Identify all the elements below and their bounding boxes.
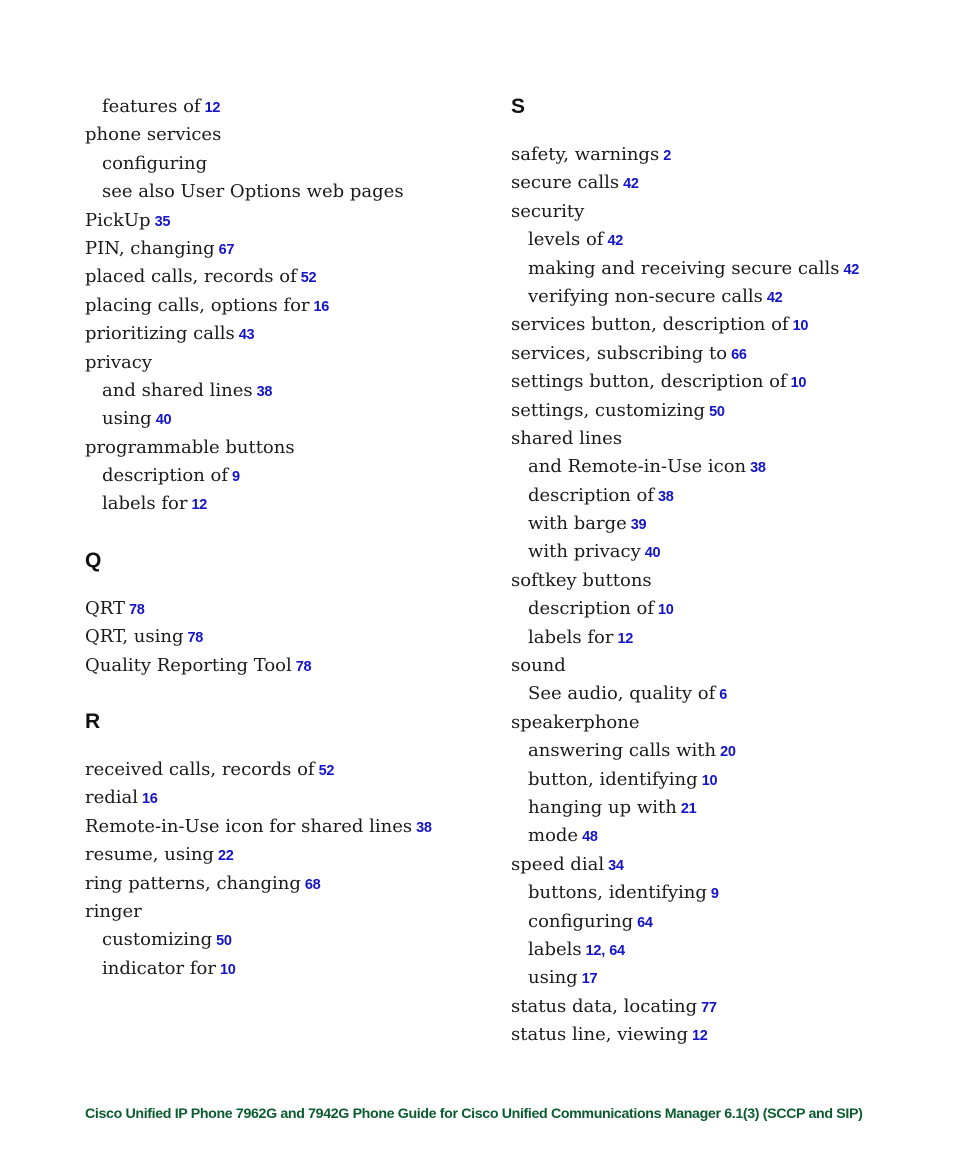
index-entry <box>85 870 505 898</box>
index-entry <box>85 784 505 812</box>
page-link[interactable]: 39 <box>630 517 647 534</box>
index-subentry <box>85 150 505 178</box>
index-entry <box>85 235 505 263</box>
page-link[interactable]: 78 <box>187 630 204 647</box>
page-link[interactable]: 64 <box>637 914 653 931</box>
page-link[interactable]: 78 <box>295 658 312 675</box>
index-entry <box>511 198 931 226</box>
index-term: secure calls <box>511 172 620 194</box>
index-subentry <box>85 178 505 206</box>
index-term: settings button, description of <box>511 371 787 393</box>
index-entry <box>85 756 505 784</box>
index-entry <box>511 652 931 680</box>
index-subentry <box>511 964 931 992</box>
index-term: making and receiving secure calls <box>528 257 840 279</box>
index-term: services button, description of <box>511 314 789 336</box>
page-link[interactable]: 50 <box>709 403 725 420</box>
index-term: received calls, records of <box>85 759 315 781</box>
page-link[interactable]: 12 <box>692 1028 708 1045</box>
index-term: placing calls, options for <box>85 294 310 316</box>
index-term: indicator for <box>102 957 216 979</box>
page-link[interactable]: 12 <box>617 630 634 647</box>
page-link[interactable]: 6 <box>719 687 727 704</box>
index-term: labels <box>528 938 582 960</box>
page-link[interactable]: 9 <box>232 469 240 486</box>
index-term: resume, using <box>85 844 214 866</box>
index-term: hanging up with <box>528 796 677 818</box>
index-subentry <box>511 595 931 623</box>
index-subentry <box>511 624 931 652</box>
page-link[interactable]: 42 <box>766 289 783 306</box>
page-link[interactable]: 38 <box>658 488 674 505</box>
index-term: with barge <box>528 513 627 535</box>
index-term: shared lines <box>511 427 623 449</box>
page-link[interactable]: 10 <box>658 602 674 619</box>
index-subentry <box>85 377 505 405</box>
page-link[interactable]: 12 <box>204 100 221 116</box>
page-link[interactable]: 52 <box>318 763 335 780</box>
index-entry <box>511 567 931 595</box>
page-link[interactable]: 67 <box>218 241 235 258</box>
index-term: configuring <box>102 152 208 174</box>
index-term: PIN, changing <box>85 237 215 259</box>
index-subentry <box>511 936 931 964</box>
index-entry <box>85 434 505 462</box>
section-heading: S <box>511 95 526 118</box>
index-term: button, identifying <box>528 768 698 790</box>
index-subentry <box>511 453 931 481</box>
index-subentry <box>85 462 505 490</box>
page-link[interactable]: 16 <box>142 791 158 808</box>
page-link[interactable]: 66 <box>731 346 747 363</box>
index-term: and Remote-in-Use icon <box>528 456 747 478</box>
page-link[interactable]: 10 <box>790 375 807 392</box>
index-term: safety, warnings <box>511 144 660 165</box>
page-link[interactable]: 77 <box>701 999 717 1016</box>
index-term: phone services <box>85 124 222 146</box>
index-entry <box>85 652 505 680</box>
index-term: placed calls, records of <box>85 266 297 288</box>
index-entry <box>511 311 931 339</box>
index-entry <box>511 141 931 169</box>
index-entry <box>85 263 505 291</box>
index-term: verifying non-secure calls <box>528 285 763 307</box>
index-subentry <box>511 766 931 794</box>
page-link[interactable]: 34 <box>608 857 624 874</box>
index-subentry <box>85 955 505 983</box>
page-footer: Cisco Unified IP Phone 7962G and 7942G Phone Guide for Cisco Unified Communications Manager 6.1(3) (SCCP and SIP) <box>85 1106 863 1122</box>
page-link[interactable]: 48 <box>582 829 598 846</box>
page-separator: , <box>601 942 606 959</box>
index-subentry <box>511 510 931 538</box>
page-link[interactable]: 9 <box>710 886 719 903</box>
page-link[interactable]: 38 <box>750 460 766 477</box>
index-entry <box>511 993 931 1021</box>
index-term: levels of <box>528 229 604 251</box>
index-entry <box>85 207 505 235</box>
index-term: redial <box>85 787 139 809</box>
page-link[interactable]: 2 <box>663 148 671 164</box>
index-term: sound <box>511 655 566 677</box>
index-entry <box>511 397 931 425</box>
section-heading: Q <box>85 548 102 572</box>
index-term: settings, customizing <box>511 399 706 421</box>
page-link[interactable]: 21 <box>680 800 697 817</box>
page-link[interactable]: 22 <box>217 848 234 865</box>
page-link[interactable]: 38 <box>416 819 432 836</box>
index-subentry <box>85 405 505 433</box>
index-subentry <box>85 93 505 121</box>
index-term: with privacy <box>528 541 641 563</box>
index-term: description of <box>528 598 655 620</box>
index-entry <box>85 623 505 651</box>
index-entry <box>85 813 505 841</box>
index-subentry <box>511 908 931 936</box>
page-link[interactable]: 52 <box>300 270 317 287</box>
page-link[interactable]: 43 <box>238 327 255 344</box>
index-entry <box>511 709 931 737</box>
index-term: See audio, quality of <box>528 683 716 705</box>
index-entry <box>511 368 931 396</box>
index-subentry <box>85 490 505 518</box>
index-subentry <box>511 737 931 765</box>
page-link[interactable]: 42 <box>607 233 623 250</box>
index-entry <box>511 169 931 197</box>
index-term: and shared lines <box>102 379 253 401</box>
section-heading: R <box>85 710 101 734</box>
index-term: using <box>102 408 152 430</box>
page-link[interactable]: 40 <box>155 412 172 429</box>
page-link[interactable]: 38 <box>256 383 273 400</box>
page-link[interactable]: 16 <box>313 298 330 315</box>
page-link[interactable]: 10 <box>792 318 809 335</box>
index-term: QRT <box>85 597 125 619</box>
index-term: Remote-in-Use icon for shared lines <box>85 815 413 837</box>
index-entry <box>85 349 505 377</box>
index-subentry <box>511 680 931 708</box>
index-term: see also User Options web pages <box>102 181 404 203</box>
index-term: labels for <box>528 626 614 648</box>
page-link[interactable]: 68 <box>304 876 321 893</box>
page-link[interactable]: 42 <box>843 261 860 278</box>
page-link[interactable]: 42 <box>623 176 639 193</box>
index-term: description of <box>528 484 655 506</box>
page-link[interactable]: 10 <box>219 961 236 978</box>
index-term: labels for <box>102 493 188 515</box>
index-term: prioritizing calls <box>85 323 235 345</box>
index-entry <box>511 340 931 368</box>
index-term: status data, locating <box>511 995 698 1017</box>
index-term: PickUp <box>85 209 151 231</box>
page-link[interactable]: 50 <box>216 933 232 950</box>
page-link[interactable]: 12 <box>585 942 602 959</box>
index-term: services, subscribing to <box>511 342 728 364</box>
index-term: mode <box>528 825 579 847</box>
index-column-left <box>85 93 505 983</box>
index-entry <box>85 841 505 869</box>
index-term: QRT, using <box>85 626 184 648</box>
index-term: ringer <box>85 900 142 922</box>
index-term: privacy <box>85 351 153 373</box>
index-term: Quality Reporting Tool <box>85 654 292 676</box>
page-link[interactable]: 17 <box>581 971 598 988</box>
index-entry <box>511 425 931 453</box>
page-link[interactable]: 20 <box>720 744 736 761</box>
index-term: customizing <box>102 929 213 951</box>
index-term: features of <box>102 96 201 117</box>
index-term: using <box>528 967 578 989</box>
index-term: speakerphone <box>511 711 640 733</box>
page-link[interactable]: 40 <box>644 545 661 562</box>
index-entry <box>511 1021 931 1049</box>
page-link[interactable]: 35 <box>154 213 171 230</box>
index-subentry <box>511 538 931 566</box>
index-subentry <box>511 822 931 850</box>
page-link[interactable]: 10 <box>701 772 718 789</box>
index-entry <box>85 898 505 926</box>
page-link[interactable]: 78 <box>129 601 145 618</box>
page-link[interactable]: 64 <box>609 942 625 959</box>
page-link[interactable]: 12 <box>191 497 208 514</box>
index-term: configuring <box>528 910 634 932</box>
index-entry <box>85 595 505 623</box>
index-subentry <box>511 283 931 311</box>
index-term: buttons, identifying <box>528 882 707 904</box>
index-term: status line, viewing <box>511 1024 689 1046</box>
index-term: security <box>511 200 585 222</box>
index-subentry <box>511 879 931 907</box>
index-term: softkey buttons <box>511 569 652 591</box>
index-term: ring patterns, changing <box>85 872 301 894</box>
index-subentry <box>511 794 931 822</box>
index-subentry <box>511 255 931 283</box>
index-term: programmable buttons <box>85 436 295 458</box>
index-term: speed dial <box>511 853 605 875</box>
index-entry <box>85 121 505 149</box>
index-subentry <box>85 926 505 954</box>
index-subentry <box>511 226 931 254</box>
index-column-right <box>511 93 931 1050</box>
index-entry <box>85 292 505 320</box>
index-entry <box>511 851 931 879</box>
index-term: answering calls with <box>528 740 717 762</box>
index-term: description of <box>102 465 229 487</box>
index-subentry <box>511 482 931 510</box>
index-entry <box>85 320 505 348</box>
